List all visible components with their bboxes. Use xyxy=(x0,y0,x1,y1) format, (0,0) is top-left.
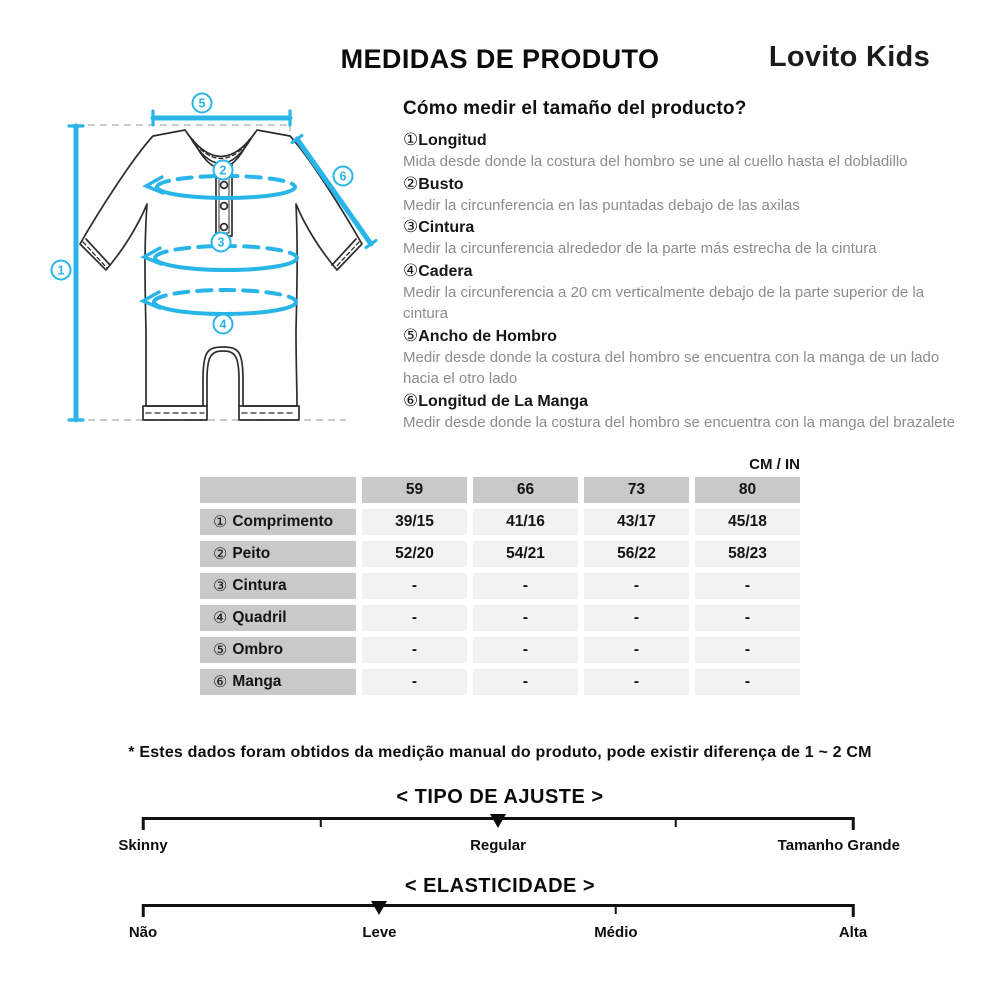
elasticity-scale-tick xyxy=(615,904,618,914)
elasticity-label-leve: Leve xyxy=(362,924,397,941)
product-measurement-diagram xyxy=(40,88,380,440)
table-value: - xyxy=(473,605,578,631)
fit-marker-icon xyxy=(490,814,506,828)
table-value: - xyxy=(695,573,800,599)
table-value: - xyxy=(362,573,467,599)
table-value: - xyxy=(584,605,689,631)
elasticity-scale-line xyxy=(143,904,853,907)
row-label-cintura xyxy=(200,573,356,599)
svg-text:2: 2 xyxy=(219,163,227,178)
row-label-text: Cintura xyxy=(232,577,287,594)
instruction-desc-longitud: Mida desde donde la costura del hombro se une al cuello hasta el dobladillo xyxy=(403,153,908,170)
instruction-title-cintura xyxy=(403,216,959,238)
circled-number: ④ xyxy=(403,260,419,280)
table-value: 56/22 xyxy=(584,541,689,567)
instruction-label: Cadera xyxy=(418,262,473,280)
size-column-header: 80 xyxy=(695,477,800,503)
row-label-text: Peito xyxy=(232,545,271,562)
callout-3 xyxy=(212,233,231,252)
table-value: 52/20 xyxy=(362,541,467,567)
table-value: - xyxy=(473,637,578,663)
table-value: 54/21 xyxy=(473,541,578,567)
instructions-heading: Cómo medir el tamaño del producto? xyxy=(403,98,747,119)
table-value: 39/15 xyxy=(362,509,467,535)
circled-number: ⑥ xyxy=(213,674,228,691)
instruction-desc-busto: Medir la circunferencia en las puntadas debajo de las axilas xyxy=(403,196,800,214)
table-value: 58/23 xyxy=(695,541,800,567)
instruction-label: Cintura xyxy=(418,219,475,236)
elasticity-scale-tick xyxy=(852,904,855,917)
table-value: - xyxy=(695,637,800,663)
table-value: 45/18 xyxy=(695,509,800,535)
row-label-text: Manga xyxy=(232,673,282,690)
table-value: - xyxy=(584,573,689,599)
table-value: - xyxy=(473,669,578,695)
fit-scale-tick xyxy=(674,817,677,827)
callout-1 xyxy=(52,261,71,280)
instruction-title-longitud xyxy=(403,129,959,151)
instruction-label: Ancho de Hombro xyxy=(418,327,557,345)
size-column-header: 59 xyxy=(362,477,467,503)
fit-label-tamanho-grande: Tamanho Grande xyxy=(777,837,900,854)
size-table xyxy=(200,477,800,695)
circled-number: ① xyxy=(403,130,419,149)
fit-scale-title: < TIPO DE AJUSTE > xyxy=(396,786,604,808)
measure-shoulder-line xyxy=(153,111,290,125)
table-value: - xyxy=(362,605,467,631)
unit-label: CM / IN xyxy=(749,456,800,473)
callout-5 xyxy=(193,94,212,113)
row-label-text: Quadril xyxy=(232,609,287,626)
table-value: - xyxy=(584,637,689,663)
circled-number: ⑥ xyxy=(403,390,419,410)
fit-label-regular: Regular xyxy=(470,837,526,854)
fit-scale xyxy=(118,817,900,861)
table-value: 43/17 xyxy=(584,509,689,535)
size-column-header: 66 xyxy=(473,477,578,503)
svg-text:1: 1 xyxy=(57,263,65,278)
instruction-title-busto xyxy=(403,173,959,195)
svg-text:4: 4 xyxy=(219,317,227,332)
instruction-label: Busto xyxy=(418,175,464,193)
brand-logo: Lovito Kids xyxy=(768,41,930,73)
row-label-quadril xyxy=(200,605,356,631)
circled-number: ① xyxy=(213,514,228,531)
page-title: MEDIDAS DE PRODUTO xyxy=(340,44,660,74)
measure-instructions xyxy=(403,98,959,433)
table-value: - xyxy=(473,573,578,599)
svg-text:5: 5 xyxy=(198,96,206,111)
circled-number: ④ xyxy=(213,610,228,627)
elasticity-scale xyxy=(128,904,868,948)
svg-text:3: 3 xyxy=(217,235,225,250)
size-column-header: 73 xyxy=(584,477,689,503)
instruction-desc-cintura: Medir la circunferencia alrededor de la parte más estrecha de la cintura xyxy=(403,240,877,257)
table-value: - xyxy=(362,637,467,663)
row-label-ombro xyxy=(200,637,356,663)
instruction-label: Longitud de La Manga xyxy=(418,392,589,410)
instruction-label: Longitud xyxy=(418,132,487,149)
elasticity-label-alta: Alta xyxy=(838,924,868,941)
instruction-title-longitud-manga xyxy=(403,390,959,412)
callout-2 xyxy=(214,161,233,180)
fit-scale-tick xyxy=(142,817,145,830)
measure-length-line xyxy=(69,126,83,420)
table-value: - xyxy=(695,605,800,631)
row-label-manga xyxy=(200,669,356,695)
row-label-text: Comprimento xyxy=(232,513,334,530)
fit-scale-tick xyxy=(852,817,855,830)
callout-6 xyxy=(334,167,353,186)
row-label-comprimento xyxy=(200,509,356,535)
instruction-title-ancho-de-hombro xyxy=(403,325,959,347)
elasticity-label-medio: Médio xyxy=(594,924,638,941)
instruction-title-cadera xyxy=(403,260,959,282)
circled-number: ② xyxy=(213,546,228,563)
fit-label-skinny: Skinny xyxy=(118,837,168,854)
elasticity-label-nao: Não xyxy=(128,924,158,941)
circled-number: ③ xyxy=(213,578,228,595)
circled-number: ③ xyxy=(403,217,419,236)
circled-number: ② xyxy=(403,173,419,193)
table-value: - xyxy=(584,669,689,695)
table-value: - xyxy=(695,669,800,695)
table-value: 41/16 xyxy=(473,509,578,535)
elasticity-marker-icon xyxy=(371,901,387,915)
instruction-desc-longitud-manga: Medir desde donde la costura del hombro se encuentra con la manga del brazalete xyxy=(403,413,956,431)
instruction-desc-cadera: Medir la circunferencia a 20 cm verticalmente debajo de la parte superior de la cintura xyxy=(403,283,925,322)
table-corner-cell xyxy=(200,477,356,503)
measurement-disclaimer: * Estes dados foram obtidos da medição manual do produto, pode existir diferença de 1 ~ 2 CM xyxy=(128,744,872,761)
row-label-text: Ombro xyxy=(232,641,284,658)
circled-number: ⑤ xyxy=(213,642,228,659)
table-value: - xyxy=(362,669,467,695)
elasticity-scale-tick xyxy=(142,904,145,917)
circled-number: ⑤ xyxy=(403,325,419,345)
callout-4 xyxy=(214,315,233,334)
row-label-peito xyxy=(200,541,356,567)
instruction-desc-ancho-de-hombro: Medir desde donde la costura del hombro se encuentra con la manga de un lado hacia el otro lado xyxy=(403,348,940,387)
svg-text:6: 6 xyxy=(339,169,347,184)
fit-scale-tick xyxy=(319,817,322,827)
elasticity-scale-title: < ELASTICIDADE > xyxy=(404,875,596,897)
